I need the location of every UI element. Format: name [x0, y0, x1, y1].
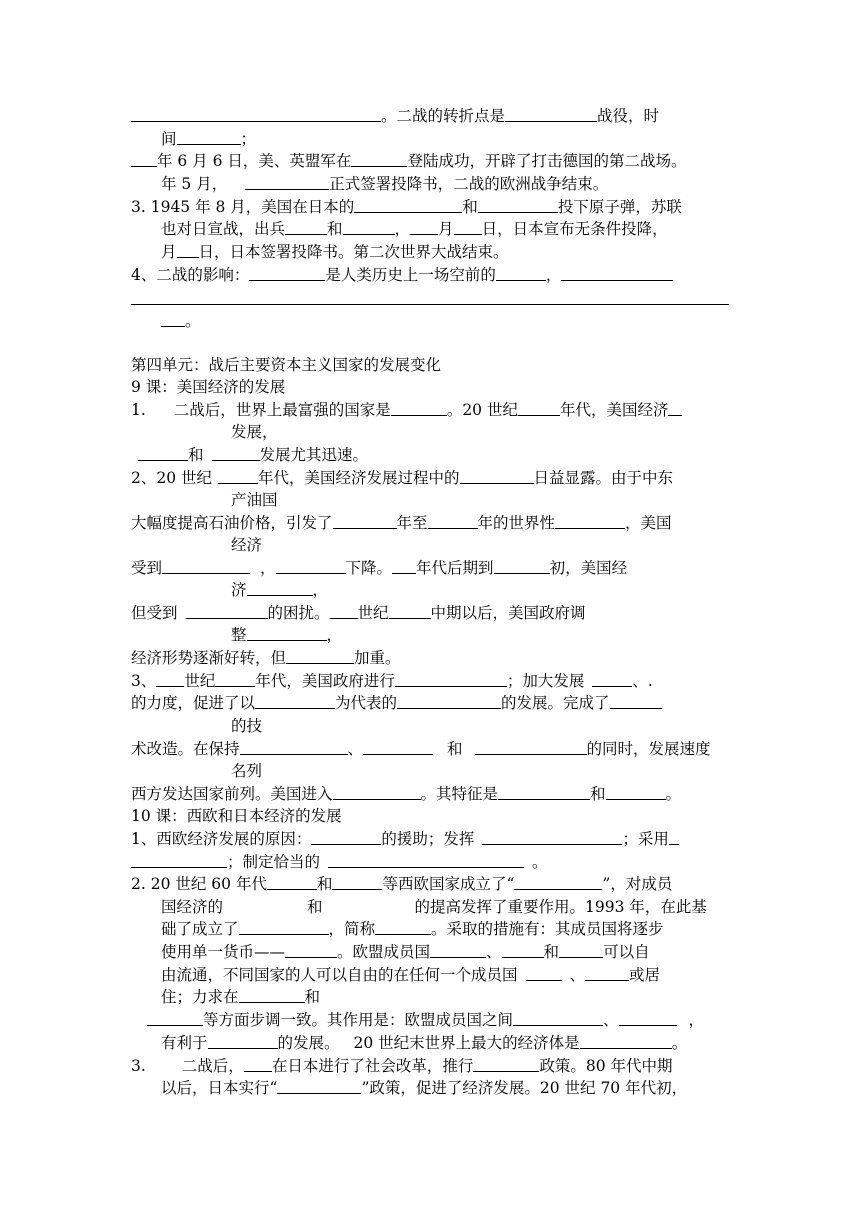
text-line — [131, 873, 672, 895]
text-fragment: 发展尤其迅速。 — [259, 446, 369, 464]
text-fragment: 等西欧国家成立了“ — [382, 875, 515, 893]
text-line — [147, 1009, 704, 1031]
text-fragment: 和 — [462, 198, 478, 216]
blank — [186, 602, 268, 619]
blank — [475, 738, 587, 755]
text-fragment: ”政策，促进了经济发展。20 世纪 70 年代初， — [361, 1079, 688, 1097]
blank — [162, 557, 250, 574]
text-fragment: ；采用 — [622, 830, 669, 848]
text-fragment: 整 — [231, 626, 247, 644]
text-fragment: 西方发达国家前列。美国进入 — [131, 785, 333, 803]
blank — [513, 1009, 603, 1026]
text-fragment: 加重。 — [354, 649, 401, 667]
text-fragment: 日，日本签署投降书。第二次世界大战结束。 — [198, 243, 509, 261]
text-line — [131, 647, 401, 669]
text-fragment: 国经济的 — [161, 898, 224, 916]
text-fragment: 1. — [131, 401, 146, 419]
blank — [131, 851, 227, 868]
text-line: 产油国 — [231, 491, 278, 509]
blank — [212, 444, 260, 461]
text-line — [161, 1032, 687, 1054]
blank — [240, 738, 348, 755]
blank — [580, 1032, 672, 1049]
text-fragment: 础了成立了 — [161, 920, 239, 938]
blank — [311, 828, 381, 845]
text-fragment: 住；力求在 — [161, 988, 239, 1006]
blank — [354, 196, 462, 213]
text-fragment: 3、 — [131, 672, 157, 690]
blank — [454, 218, 482, 235]
text-fragment: 。20 世纪 — [446, 401, 518, 419]
text-fragment: 日益显露。由于中东 — [533, 469, 674, 487]
text-fragment: 年代，美国经济发展过程中的 — [258, 469, 460, 487]
text-line: 的技 — [231, 717, 263, 735]
text-fragment: 年至 — [396, 514, 428, 532]
blank — [218, 467, 258, 484]
text-line — [131, 467, 673, 489]
text-fragment: 。二战的转折点是 — [381, 107, 506, 125]
blank — [239, 986, 305, 1003]
text-fragment: 、. — [632, 672, 653, 690]
blank — [391, 399, 447, 416]
text-fragment: 的援助；发挥 — [381, 830, 475, 848]
text-fragment: 20 世纪末世界上最大的经济体是 — [353, 1034, 580, 1052]
text-fragment: 年代，美国政府进行 — [255, 672, 395, 690]
blank — [138, 444, 188, 461]
blank — [277, 1077, 361, 1094]
blank — [375, 918, 431, 935]
blank — [526, 964, 562, 981]
text-fragment: 初，美国经 — [549, 559, 628, 577]
blank — [518, 399, 560, 416]
text-line — [131, 602, 586, 624]
text-fragment: 的提高发挥了重要作用。1993 年，在此基 — [414, 898, 707, 916]
text-fragment: 、 — [603, 1011, 619, 1029]
blank — [286, 647, 354, 664]
lesson-title: 9 课：美国经济的发展 — [131, 378, 286, 396]
blank — [555, 512, 625, 529]
blank — [498, 783, 590, 800]
blank — [502, 941, 544, 958]
blank — [161, 310, 185, 327]
blank — [505, 105, 597, 122]
text-fragment: 日，日本宣布无条件投降， — [481, 220, 668, 238]
blank — [669, 828, 679, 845]
text-line — [161, 173, 608, 195]
text-fragment: 和 — [307, 898, 323, 916]
blank — [208, 1032, 278, 1049]
blank — [131, 150, 157, 167]
blank — [276, 557, 346, 574]
text-fragment: 中期以后，美国政府调 — [430, 604, 586, 622]
blank-rule — [131, 304, 729, 305]
blank — [285, 218, 327, 235]
text-fragment: ，美国 — [625, 514, 672, 532]
text-fragment: 的发展。完成了 — [501, 694, 610, 712]
text-fragment: 年的世界性 — [477, 514, 556, 532]
blank — [561, 264, 673, 281]
text-fragment: 。其特征是 — [420, 785, 499, 803]
text-fragment: 的困扰。 — [267, 604, 330, 622]
blank — [330, 602, 358, 619]
blank — [460, 467, 534, 484]
text-fragment: 和 — [188, 446, 204, 464]
text-fragment: 。采取的措施有：其成员国将逐步 — [431, 920, 664, 938]
text-fragment: ， — [312, 581, 329, 599]
text-fragment: 1、西欧经济发展的原因： — [131, 830, 312, 848]
text-line — [161, 310, 201, 332]
text-fragment: 月 — [161, 243, 177, 261]
text-fragment: 和 — [543, 943, 560, 961]
text-fragment: ”，对成员 — [602, 875, 673, 893]
text-fragment: 和 — [304, 988, 321, 1006]
blank — [494, 557, 550, 574]
text-fragment: 。 — [665, 785, 682, 803]
text-fragment: 投下原子弹，苏联 — [557, 198, 682, 216]
text-line — [131, 399, 682, 421]
text-fragment: 、 — [569, 966, 586, 984]
text-fragment: 大幅度提高石油价格，引发了 — [131, 514, 333, 532]
text-fragment: ；加大发展 — [506, 672, 585, 690]
text-fragment: 和 — [590, 785, 606, 803]
text-fragment: 以后，日本实行“ — [161, 1079, 278, 1097]
text-fragment: 政策。80 年代中期 — [539, 1057, 673, 1075]
blank — [410, 218, 438, 235]
blank — [332, 873, 382, 890]
text-fragment: 但受到 — [131, 604, 178, 622]
text-line — [131, 264, 673, 286]
text-fragment: 和 — [316, 875, 333, 893]
text-fragment: 等方面步调一致。其作用是：欧盟成员国之间 — [203, 1011, 514, 1029]
text-line — [131, 670, 653, 692]
text-fragment: 月 — [438, 220, 454, 238]
blank — [351, 150, 407, 167]
blank — [478, 196, 558, 213]
text-line — [131, 783, 681, 805]
text-line — [161, 128, 256, 150]
text-fragment: 3. — [131, 1057, 146, 1075]
text-fragment: 有利于 — [161, 1034, 208, 1052]
text-fragment: 和 — [327, 220, 343, 238]
text-line — [161, 1077, 687, 1099]
unit-title: 第四单元：战后主要资本主义国家的发展变化 — [131, 356, 442, 374]
blank — [247, 579, 313, 596]
text-fragment: ； — [240, 130, 257, 148]
text-line — [161, 986, 320, 1008]
blank — [428, 512, 478, 529]
blank — [363, 738, 433, 755]
text-line — [138, 444, 368, 466]
blank — [244, 1055, 272, 1072]
blank — [247, 624, 327, 641]
blank — [239, 918, 329, 935]
text-fragment: 在日本进行了社会改革，推行 — [271, 1057, 474, 1075]
text-fragment: 的同时，发展速度 — [586, 740, 711, 758]
text-fragment: 、 — [486, 943, 502, 961]
blank — [249, 264, 325, 281]
text-fragment: 3. 1945 年 8 月，美国在日本的 — [131, 198, 355, 216]
text-line — [131, 738, 711, 760]
blank — [559, 941, 603, 958]
text-fragment: ， — [326, 626, 343, 644]
blank — [668, 399, 682, 416]
text-line — [161, 896, 707, 918]
blank — [333, 783, 421, 800]
text-fragment: 2. 20 世纪 60 年代 — [131, 875, 267, 893]
text-line — [161, 941, 650, 963]
blank — [285, 941, 337, 958]
text-fragment: 世纪 — [184, 672, 216, 690]
blank — [619, 1009, 677, 1026]
text-fragment: 4、二战的影响： — [131, 266, 250, 284]
text-line — [161, 964, 660, 986]
text-fragment: 。欧盟成员国 — [337, 943, 431, 961]
blank — [606, 783, 666, 800]
text-line — [131, 1055, 672, 1077]
text-fragment: 经济形势逐渐好转，但 — [131, 649, 287, 667]
text-line — [131, 851, 548, 873]
blank — [397, 692, 501, 709]
text-line: 名列 — [231, 762, 263, 780]
text-line: 经济 — [231, 536, 263, 554]
text-fragment: 可以自 — [603, 943, 650, 961]
blank — [496, 264, 546, 281]
text-fragment: 使用单一货币—— — [161, 943, 286, 961]
blank — [147, 1009, 203, 1026]
text-fragment: ，简称 — [328, 920, 376, 938]
blank — [389, 602, 431, 619]
blank — [156, 670, 184, 687]
text-fragment: 年代后期到 — [416, 559, 494, 577]
blank — [343, 218, 395, 235]
text-fragment: 是人类历史上一场空前的 — [325, 266, 496, 284]
blank — [395, 670, 507, 687]
text-fragment: 年 6 月 6 日，美、英盟军在 — [157, 152, 352, 170]
blank — [215, 670, 255, 687]
text-fragment: ， — [260, 559, 276, 577]
blank — [328, 851, 524, 868]
text-fragment: 济 — [231, 581, 247, 599]
text-fragment: 。 — [671, 1034, 688, 1052]
text-fragment: 世纪 — [357, 604, 389, 622]
text-fragment: 间 — [161, 130, 177, 148]
blank — [245, 173, 329, 190]
text-fragment: 由流通，不同国家的人可以自由的在任何一个成员国 — [161, 966, 518, 984]
blank — [177, 241, 199, 258]
blank — [585, 964, 629, 981]
blank — [592, 670, 632, 687]
blank — [267, 873, 317, 890]
blank — [131, 105, 381, 122]
text-fragment: 或居 — [629, 966, 661, 984]
text-fragment: 的发展。 — [277, 1034, 340, 1052]
text-fragment: 和 — [447, 740, 463, 758]
text-fragment: 2、20 世纪 — [131, 469, 213, 487]
text-fragment: 年 5 月， — [161, 175, 228, 193]
text-fragment: 也对日宣战，出兵 — [161, 220, 286, 238]
text-line — [131, 196, 682, 218]
blank — [482, 828, 622, 845]
blank — [333, 512, 397, 529]
text-fragment: 。 — [185, 312, 201, 330]
text-fragment: ；制定恰当的 — [227, 853, 321, 871]
text-fragment: 术改造。在保持 — [131, 740, 240, 758]
text-fragment: 下降。 — [345, 559, 393, 577]
text-fragment: 为代表的 — [335, 694, 398, 712]
text-line — [131, 512, 672, 534]
text-fragment: ， — [688, 1011, 705, 1029]
blank — [610, 692, 662, 709]
text-line — [161, 918, 664, 940]
text-fragment: 二战后，世界上最富强的国家是 — [173, 401, 391, 419]
text-fragment: 受到 — [131, 559, 163, 577]
text-fragment: ， — [394, 220, 411, 238]
text-line — [231, 624, 342, 646]
text-line — [131, 828, 679, 850]
text-fragment: 战役，时 — [597, 107, 660, 125]
blank — [177, 128, 241, 145]
text-line — [131, 692, 662, 714]
lesson-title: 10 课：西欧和日本经济的发展 — [131, 807, 342, 825]
text-line — [161, 218, 668, 240]
text-fragment: 登陆成功，开辟了打击德国的第二战场。 — [407, 152, 687, 170]
blank — [392, 557, 416, 574]
text-fragment: 。 — [532, 853, 548, 871]
text-line — [231, 579, 328, 601]
blank — [473, 1055, 539, 1072]
blank — [514, 873, 602, 890]
text-line — [131, 150, 686, 172]
text-fragment: 年代，美国经济 — [559, 401, 669, 419]
text-fragment: ， — [545, 266, 562, 284]
text-fragment: 的力度，促进了以 — [131, 694, 256, 712]
text-fragment: 二战后， — [181, 1057, 244, 1075]
text-line: 发展， — [231, 423, 278, 441]
blank — [430, 941, 486, 958]
text-fragment: 正式签署投降书，二战的欧洲战争结束。 — [329, 175, 609, 193]
text-line — [161, 241, 509, 263]
text-line — [131, 557, 627, 579]
text-line — [131, 105, 659, 127]
blank — [255, 692, 335, 709]
text-fragment: 、 — [347, 740, 364, 758]
